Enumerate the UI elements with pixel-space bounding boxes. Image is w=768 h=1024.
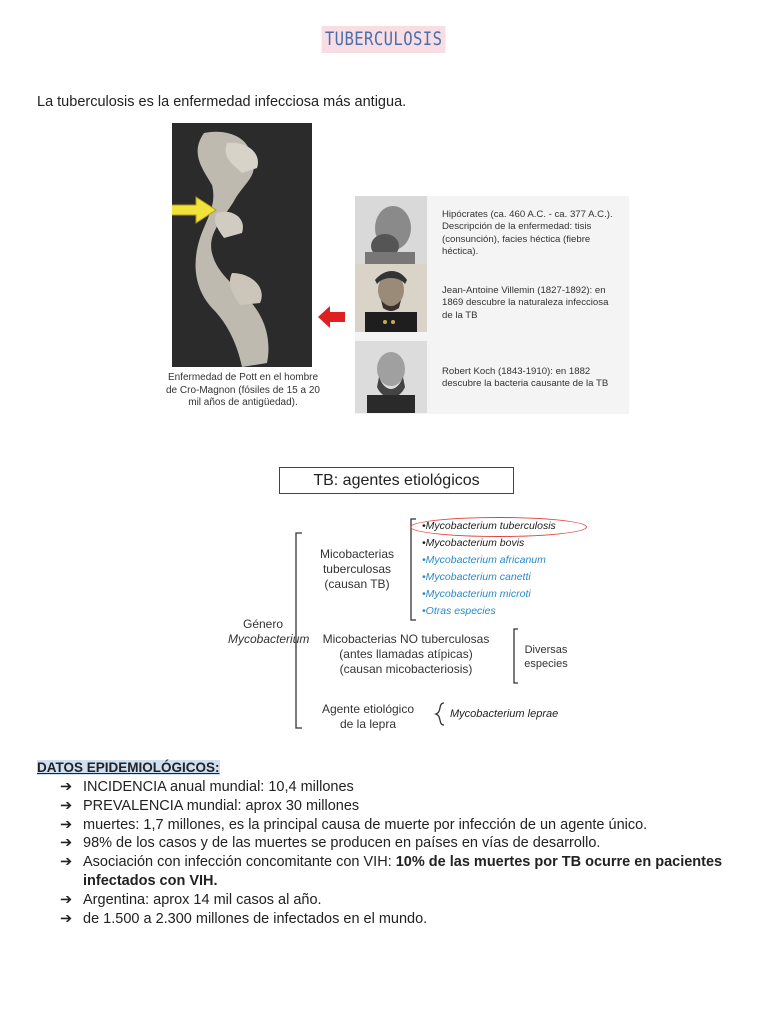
diagram-title-box: TB: agentes etiológicos <box>279 467 514 494</box>
list-item: ➔ PREVALENCIA mundial: aprox 30 millones <box>60 797 360 814</box>
species-item: •Mycobacterium canetti <box>422 571 531 583</box>
species-item: •Mycobacterium tuberculosis <box>422 520 556 532</box>
leprae-species: Mycobacterium leprae <box>450 708 559 720</box>
epidemiology-list <box>60 778 740 928</box>
genus-label: Género Mycobacterium <box>228 617 310 646</box>
section-heading: DATOS EPIDEMIOLÓGICOS: <box>37 760 220 775</box>
species-item: •Mycobacterium africanum <box>422 554 546 566</box>
arrow-icon: ➔ <box>60 779 73 795</box>
group1-label: Micobacterias tuberculosas (causan TB) <box>319 547 395 591</box>
group2-species-label: Diversas especies <box>524 644 568 670</box>
arrow-icon: ➔ <box>60 891 73 908</box>
arrow-icon: ➔ <box>60 910 73 927</box>
list-item: ➔ Argentina: aprox 14 mil casos al año. <box>60 891 322 908</box>
species-item: •Mycobacterium bovis <box>422 537 525 549</box>
koch-caption: Robert Koch (1843-1910): en 1882 descubre la bacteria causante de la TB <box>442 366 609 390</box>
list-item: ➔ de 1.500 a 2.300 millones de infectados en el mundo. <box>60 910 428 927</box>
fossil-caption: Enfermedad de Pott en el hombre de Cro-Magnon (fósiles de 15 a 20 mil años de antigüedad). <box>166 372 320 408</box>
list-item: ➔ muertes: 1,7 millones, es la principal causa de muerte por infección de un agente único. <box>60 816 648 833</box>
arrow-icon: ➔ <box>60 854 73 871</box>
villemin-caption: Jean-Antoine Villemin (1827-1892): en 1869 descubre la naturaleza infecciosa de la TB <box>442 285 609 321</box>
species-item: •Mycobacterium microti <box>422 588 531 600</box>
intro-text: La tuberculosis es la enfermedad infecciosa más antigua. <box>37 94 407 110</box>
list-item: ➔ Asociación con infección concomitante con VIH: 10% de las muertes por TB ocurre en pacientes infectados con VIH. <box>60 854 723 889</box>
arrow-icon: ➔ <box>60 835 73 852</box>
page-title: TUBERCULOSIS <box>322 26 446 53</box>
group2-label: Micobacterias NO tuberculosas (antes llamadas atípicas) (causan micobacteriosis) <box>322 632 490 676</box>
list-item: ➔ 98% de los casos y de las muertes se producen en países en vías de desarrollo. <box>60 835 601 852</box>
hippocrates-caption: Hipócrates (ca. 460 A.C. - ca. 377 A.C.). Descripción de la enfermedad: tisis (consunción), facies héctica (fiebre héctica). <box>442 209 613 258</box>
arrow-icon: ➔ <box>60 816 73 833</box>
list-item: ➔ INCIDENCIA anual mundial: 10,4 millones <box>60 779 354 795</box>
group3-label: Agente etiológico de la lepra <box>321 702 415 731</box>
arrow-icon: ➔ <box>60 797 73 814</box>
species-item: •Otras especies <box>422 605 496 617</box>
